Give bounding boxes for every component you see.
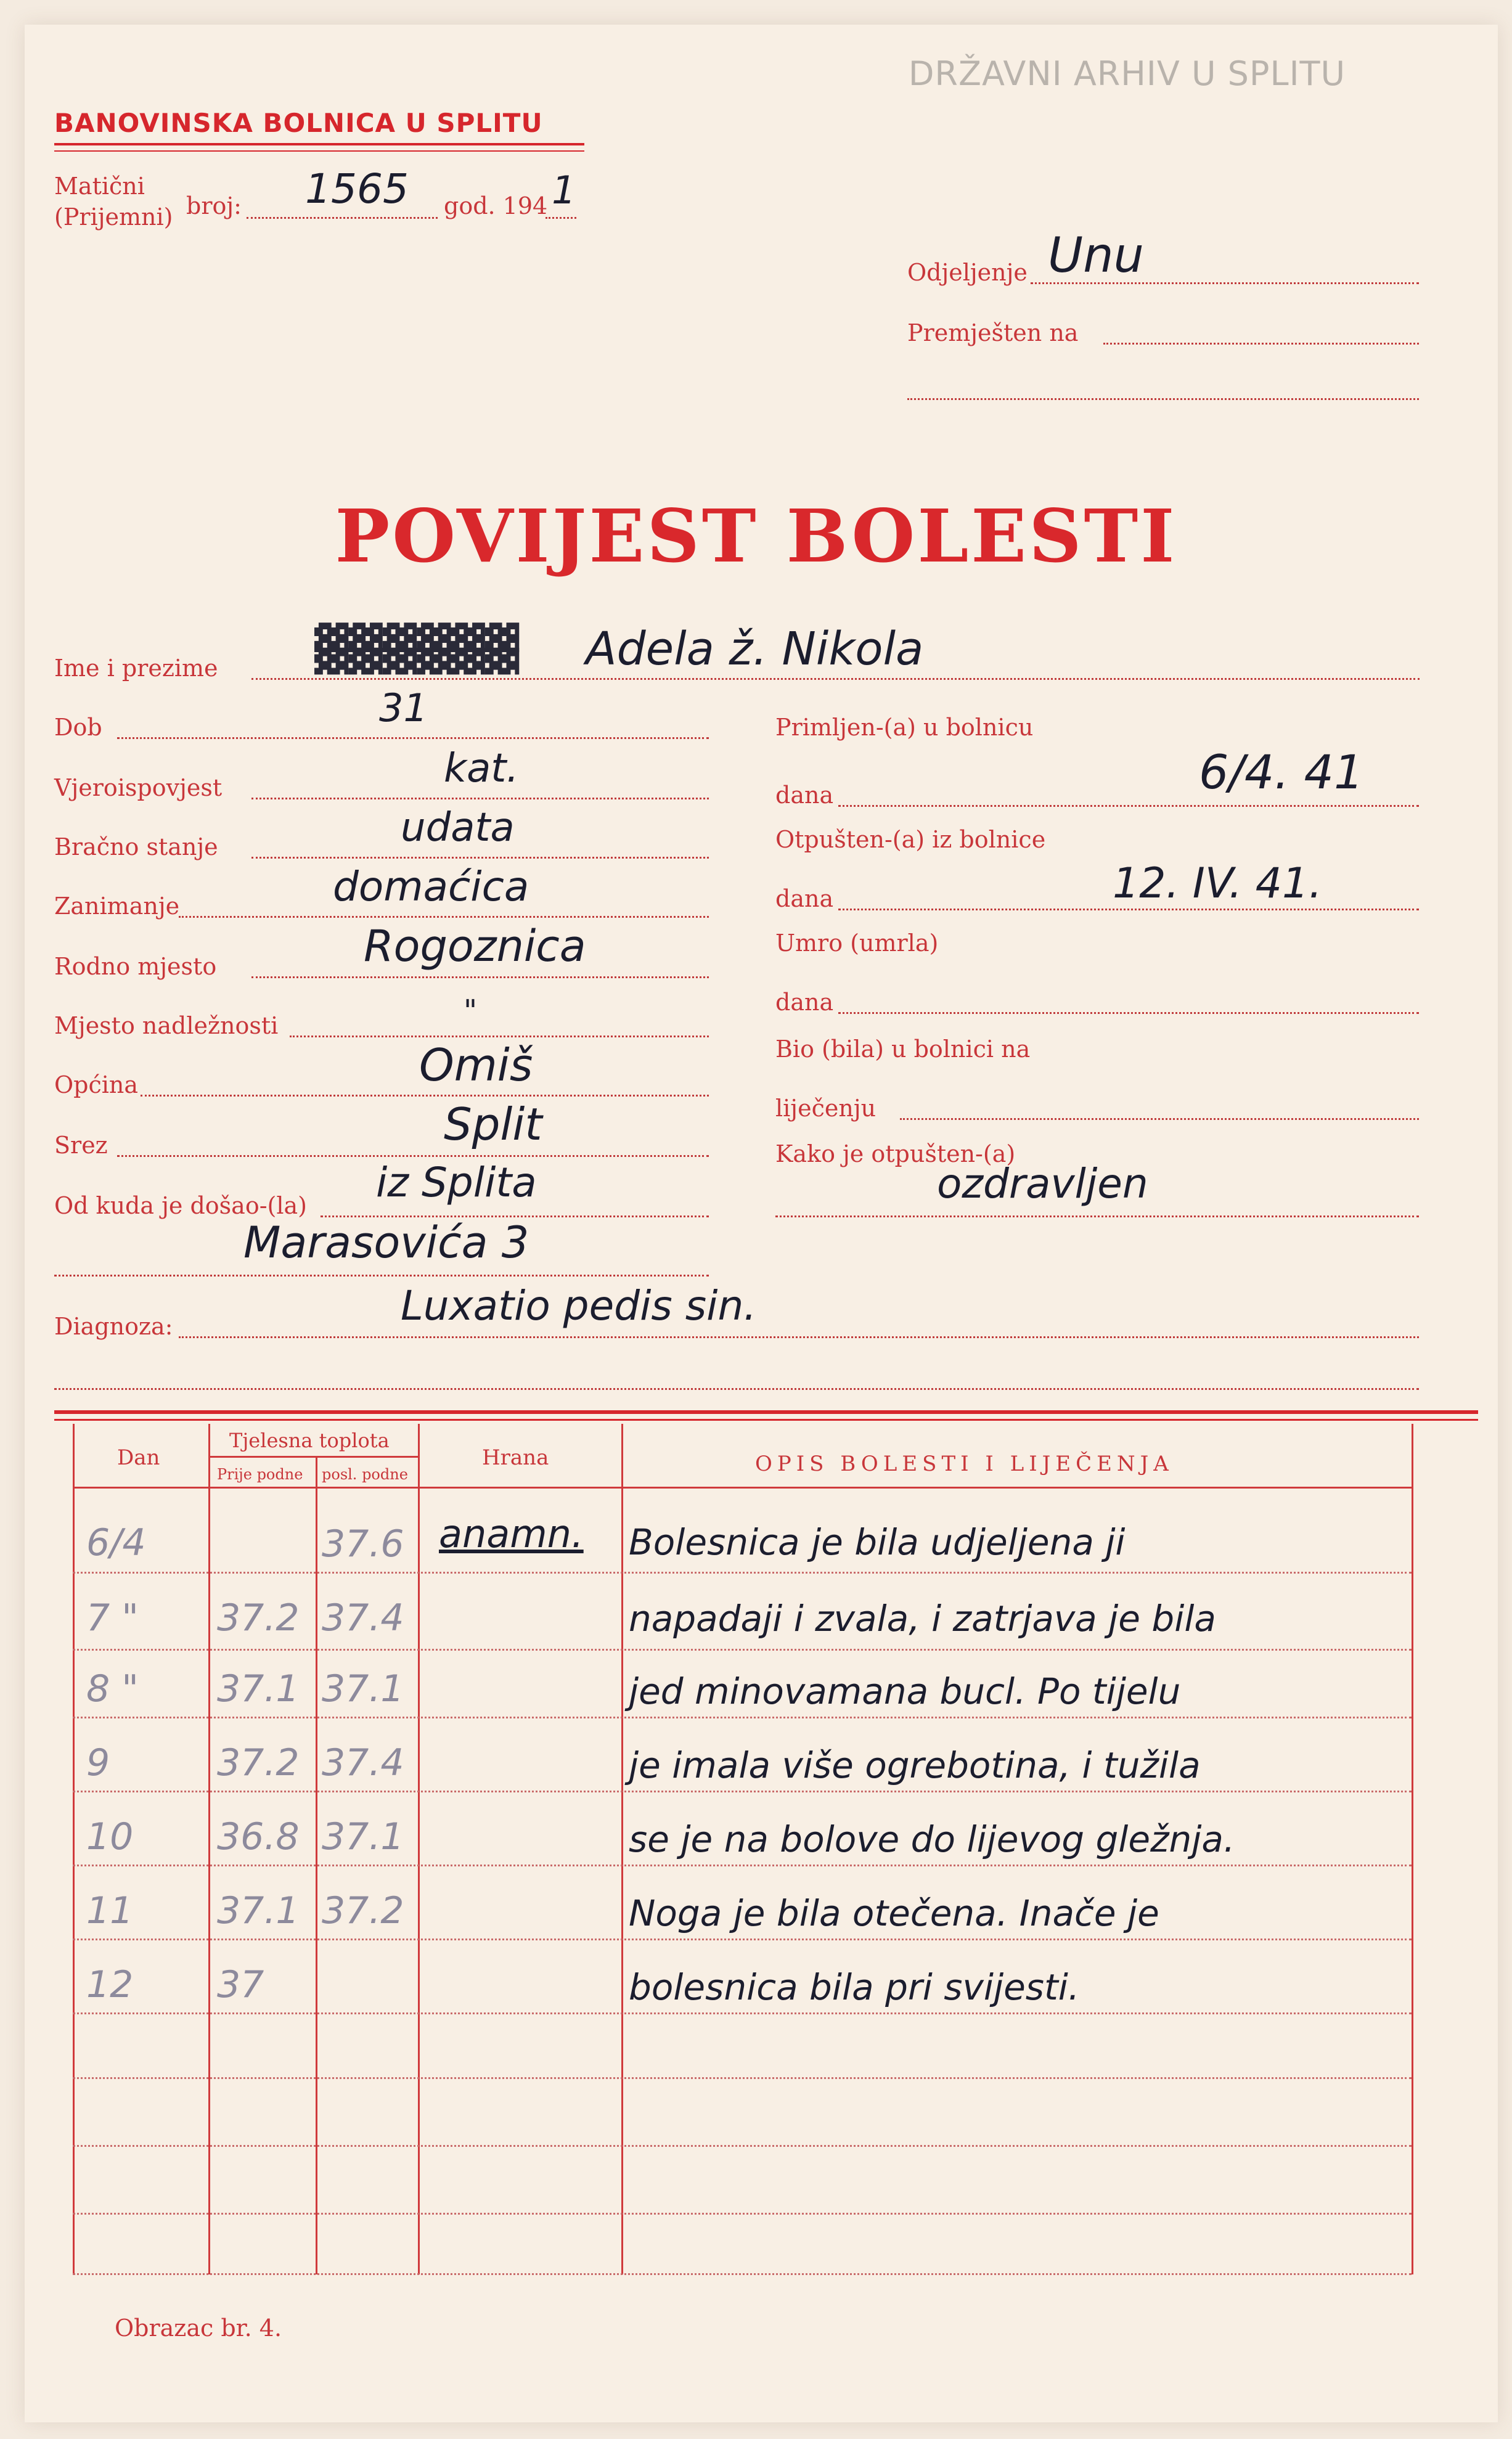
- hospital-underline-thin: [54, 150, 584, 152]
- broj-label: broj:: [186, 192, 242, 219]
- row-posl: 37.4: [322, 1596, 404, 1640]
- umro-label: Umro (umrla): [775, 929, 939, 957]
- table-top-rule-thin: [54, 1419, 1478, 1421]
- description-line: Noga je bila otečena. Inače je: [629, 1892, 1159, 1934]
- description-line: je imala više ogrebotina, i tužila: [629, 1744, 1201, 1786]
- dan-header: Dan: [117, 1445, 160, 1470]
- primljen-label: Primljen-(a) u bolnicu: [775, 714, 1034, 741]
- row-line-10: [73, 2213, 1412, 2215]
- opcina-dots: [141, 1095, 709, 1097]
- row-dan: 9: [86, 1741, 110, 1784]
- row-prije: 36.8: [217, 1815, 300, 1858]
- row-dan: 11: [86, 1889, 134, 1932]
- bracno-dots: [251, 857, 709, 859]
- odkuda-dots-2: [54, 1275, 709, 1277]
- vjera-value: kat.: [444, 746, 519, 791]
- premjesten-label: Premješten na: [907, 319, 1079, 346]
- diagnoza-dots: [179, 1336, 1419, 1338]
- row-dan: 8 ": [86, 1667, 139, 1710]
- dana3-dots: [838, 1012, 1419, 1014]
- ime-value: Adela ž. Nikola: [586, 623, 924, 676]
- description-line: bolesnica bila pri svijesti.: [629, 1966, 1080, 2008]
- opcina-label: Općina: [54, 1071, 139, 1098]
- nadleznost-label: Mjesto nadležnosti: [54, 1012, 279, 1039]
- col-posl-border: [418, 1424, 420, 2274]
- row-dan: 7 ": [86, 1596, 139, 1640]
- row-line-4: [73, 1791, 1412, 1792]
- row-line-5: [73, 1865, 1412, 1866]
- matricni-label: Matični: [54, 173, 145, 200]
- row-line-7: [73, 2012, 1412, 2014]
- row-posl: 37.1: [322, 1815, 404, 1858]
- row-prije: 37.2: [217, 1741, 300, 1784]
- dob-value: 31: [379, 685, 428, 730]
- srez-dots: [117, 1155, 709, 1157]
- dana2-label: dana: [775, 885, 834, 912]
- god-label: god. 194: [444, 192, 548, 219]
- posl-header: posl. podne: [322, 1466, 408, 1483]
- dob-label: Dob: [54, 714, 102, 741]
- opcina-value: Omiš: [419, 1039, 533, 1091]
- lijecenju-dots: [900, 1118, 1419, 1120]
- premjesten-dots: [1103, 343, 1419, 345]
- nadleznost-dots: [290, 1036, 709, 1037]
- row-posl: 37.1: [322, 1667, 404, 1710]
- diagnoza-dots-2: [54, 1388, 1419, 1390]
- row-dan: 6/4: [86, 1521, 146, 1564]
- srez-label: Srez: [54, 1132, 108, 1159]
- diagnoza-label: Diagnoza:: [54, 1313, 173, 1340]
- odjeljenje-label: Odjeljenje: [907, 259, 1028, 286]
- col-dan-border: [208, 1424, 210, 2274]
- zanimanje-value: domaćica: [333, 863, 529, 910]
- lijecenju-label: liječenju: [775, 1095, 877, 1122]
- row-line-9: [73, 2145, 1412, 2147]
- odjeljenje-value: Unu: [1048, 228, 1144, 284]
- table-right-border: [1412, 1424, 1413, 2274]
- row-dan: 10: [86, 1815, 134, 1858]
- table-left-border: [73, 1424, 75, 2274]
- kako-value: ozdravljen: [937, 1160, 1148, 1207]
- toplota-subheader-rule: [208, 1456, 418, 1458]
- vjera-dots: [251, 798, 709, 799]
- form-number: Obrazac br. 4.: [115, 2314, 282, 2342]
- row-line-1: [73, 1572, 1412, 1574]
- description-line: se je na bolove do lijevog gležnja.: [629, 1818, 1235, 1860]
- row-line-11: [73, 2273, 1412, 2275]
- odkuda-label: Od kuda je došao-(la): [54, 1192, 308, 1219]
- kako-label: Kako je otpušten-(a): [775, 1140, 1016, 1167]
- otpusten-label: Otpušten-(a) iz bolnice: [775, 826, 1046, 853]
- god-dots: [546, 217, 576, 219]
- broj-value: 1565: [305, 165, 409, 213]
- row-prije: 37: [217, 1963, 264, 2006]
- odkuda-value-2: Marasovića 3: [243, 1217, 529, 1268]
- ime-struck: ▓▓▓▓▓▓: [314, 623, 520, 674]
- ime-dots: [251, 678, 1420, 680]
- row-line-3: [73, 1717, 1412, 1718]
- header-bottom-rule: [73, 1487, 1412, 1489]
- diagnoza-value: Luxatio pedis sin.: [401, 1282, 757, 1330]
- rodno-dots: [251, 976, 709, 978]
- row-line-6: [73, 1939, 1412, 1940]
- description-line: napadaji i zvala, i zatrjava je bila: [629, 1598, 1216, 1640]
- table-top-rule: [54, 1410, 1478, 1414]
- dana1-value: 6/4. 41: [1199, 745, 1364, 799]
- dana1-dots: [838, 805, 1419, 807]
- row-prije: 37.2: [217, 1596, 300, 1640]
- srez-value: Split: [444, 1098, 542, 1150]
- bracno-value: udata: [401, 805, 515, 851]
- hospital-name: BANOVINSKA BOLNICA U SPLITU: [54, 108, 543, 138]
- row-prije: 37.1: [217, 1889, 300, 1932]
- row-dan: 12: [86, 1963, 134, 2006]
- bracno-label: Bračno stanje: [54, 833, 218, 860]
- bio-label: Bio (bila) u bolnici na: [775, 1036, 1031, 1063]
- row-line-2: [73, 1649, 1412, 1651]
- row-posl: 37.6: [322, 1522, 404, 1566]
- prije-header: Prije podne: [217, 1466, 303, 1483]
- row-prije: 37.1: [217, 1667, 300, 1710]
- toplota-header: Tjelesna toplota: [229, 1429, 390, 1452]
- ime-label: Ime i prezime: [54, 655, 218, 682]
- premjesten-dots-2: [907, 398, 1419, 400]
- row-posl: 37.2: [322, 1889, 404, 1932]
- col-hrana-border: [621, 1424, 623, 2274]
- rodno-value: Rogoznica: [364, 921, 586, 971]
- archive-stamp: DRŽAVNI ARHIV U SPLITU: [908, 54, 1346, 93]
- odkuda-value: iz Splita: [376, 1159, 537, 1206]
- dob-dots: [117, 737, 709, 739]
- hrana-header: Hrana: [482, 1445, 549, 1470]
- row-posl: 37.4: [322, 1741, 404, 1784]
- zanimanje-label: Zanimanje: [54, 893, 180, 920]
- row-line-8: [73, 2077, 1412, 2079]
- page-title: POVIJEST BOLESTI: [335, 493, 1177, 579]
- description-line: jed minovamana bucl. Po tijelu: [629, 1670, 1181, 1712]
- opis-header: OPIS BOLESTI I LIJEČENJA: [755, 1452, 1174, 1476]
- dana1-label: dana: [775, 782, 834, 809]
- kako-dots: [775, 1215, 1419, 1217]
- broj-dots: [247, 217, 438, 219]
- dana2-value: 12. IV. 41.: [1113, 859, 1322, 908]
- nadleznost-value: ": [464, 994, 478, 1028]
- dana3-label: dana: [775, 989, 834, 1016]
- hospital-underline: [54, 143, 584, 145]
- rodno-label: Rodno mjesto: [54, 953, 217, 980]
- god-value: 1: [552, 168, 576, 213]
- vjera-label: Vjeroispovjest: [54, 774, 223, 801]
- zanimanje-dots: [179, 916, 709, 918]
- description-line: Bolesnica je bila udjeljena ji: [629, 1521, 1126, 1563]
- row-hrana: anamn.: [439, 1511, 584, 1556]
- prijemni-label: (Prijemni): [54, 203, 173, 231]
- dana2-dots: [838, 909, 1419, 910]
